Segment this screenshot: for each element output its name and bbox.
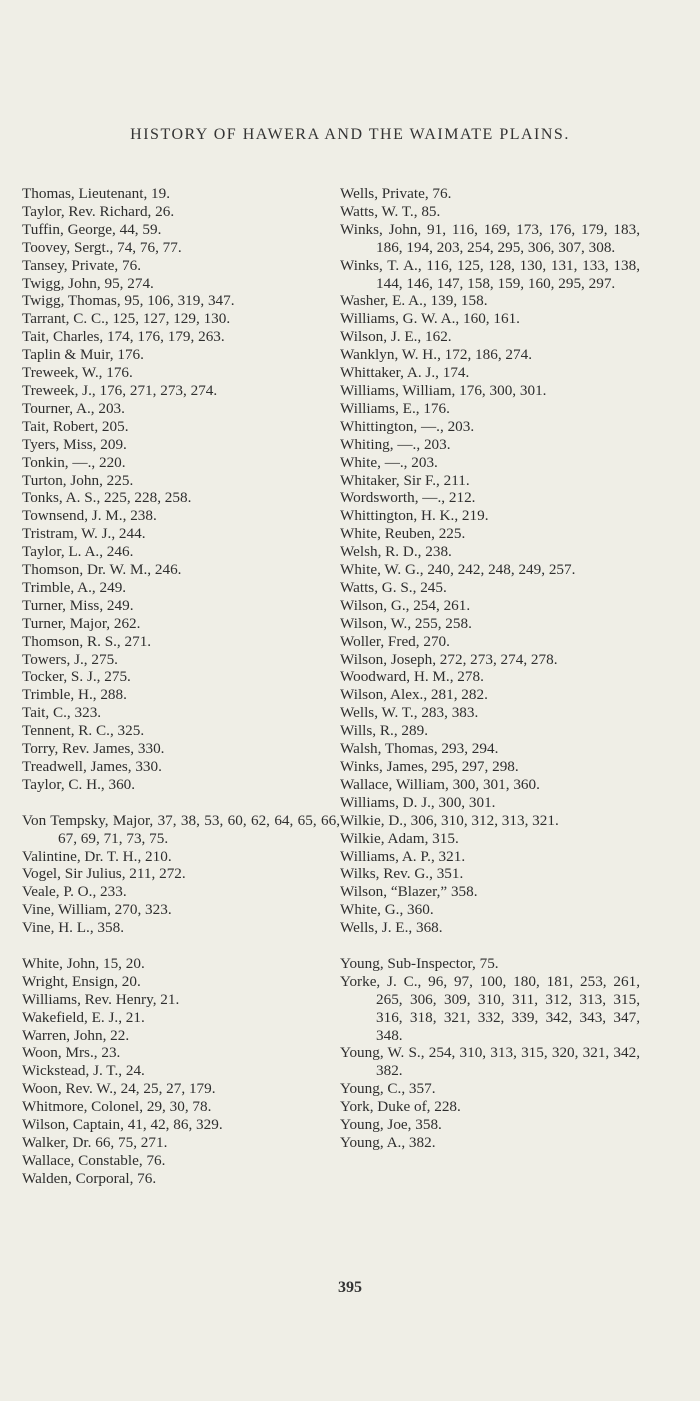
index-entry: Tait, C., 323. (22, 704, 102, 722)
index-entry: Yorke, J. C., 96, 97, 100, 180, 181, 253, 261, 265, 306, 309, 310, 311, 312, 313, 315, 316, 318, 321, 332, 339, 342, 343, 347, 348. (340, 972, 640, 1044)
index-entry: Whitmore, Colonel, 29, 30, 78. (22, 1098, 212, 1116)
index-entry: Wilks, Rev. G., 351. (340, 865, 464, 883)
index-entry: Trimble, H., 288. (22, 686, 127, 704)
index-entry: Torry, Rev. James, 330. (22, 740, 165, 758)
index-entry: Wickstead, J. T., 24. (22, 1062, 145, 1080)
index-entry: Woodward, H. M., 278. (340, 668, 484, 686)
index-entry: Walsh, Thomas, 293, 294. (340, 740, 499, 758)
index-entry: Warren, John, 22. (22, 1026, 130, 1044)
index-entry: Williams, D. J., 300, 301. (340, 793, 496, 811)
index-entry: Vine, H. L., 358. (22, 919, 125, 937)
index-entry: Young, Joe, 358. (340, 1116, 442, 1134)
index-entry: Wallace, Constable, 76. (22, 1151, 166, 1169)
index-entry: Tyers, Miss, 209. (22, 435, 127, 453)
index-letter-group (22, 185, 340, 794)
index-entry: Wilson, Captain, 41, 42, 86, 329. (22, 1116, 223, 1134)
index-entry: Townsend, J. M., 238. (22, 507, 157, 525)
index-entry: Tansey, Private, 76. (22, 256, 141, 274)
index-entry: Twigg, Thomas, 95, 106, 319, 347. (22, 292, 235, 310)
index-entry: Tocker, S. J., 275. (22, 668, 131, 686)
index-entry: Toovey, Sergt., 74, 76, 77. (22, 238, 182, 256)
index-entry: White, John, 15, 20. (22, 954, 145, 972)
page-number: 395 (338, 1279, 362, 1296)
index-entry: Twigg, John, 95, 274. (22, 274, 154, 292)
index-entry: Wells, Private, 76. (340, 185, 452, 202)
index-entry: Walden, Corporal, 76. (22, 1169, 157, 1187)
index-entry: Valintine, Dr. T. H., 210. (22, 847, 172, 865)
running-title: HISTORY OF HAWERA AND THE WAIMATE PLAINS. (130, 126, 570, 143)
index-entry: Walker, Dr. 66, 75, 271. (22, 1134, 168, 1151)
index-entry: Williams, Rev. Henry, 21. (22, 990, 180, 1008)
index-entry: Young, C., 357. (340, 1080, 436, 1098)
index-entry: Wilkie, Adam, 315. (340, 829, 459, 847)
index-entry: Thomas, Lieutenant, 19. (22, 185, 171, 202)
index-entry: Woon, Rev. W., 24, 25, 27, 179. (22, 1080, 216, 1098)
index-entry: Tonks, A. S., 225, 228, 258. (22, 489, 192, 507)
index-entry: Turner, Miss, 249. (22, 596, 134, 614)
index-entry: Treweek, W., 176. (22, 364, 133, 382)
index-letter-group (340, 185, 640, 937)
index-entry: Turner, Major, 262. (22, 614, 141, 632)
index-entry: Wilson, W., 255, 258. (340, 614, 472, 632)
index-entry: Whiting, —., 203. (340, 435, 451, 453)
index-entry: Wells, J. E., 368. (340, 919, 443, 937)
index-entry: Whittington, —., 203. (340, 417, 475, 435)
index-entry: Taplin & Muir, 176. (22, 346, 144, 364)
index-entry: Wilson, J. E., 162. (340, 328, 452, 346)
index-entry: Thomson, Dr. W. M., 246. (22, 561, 182, 579)
index-entry: Watts, W. T., 85. (340, 202, 441, 220)
index-entry: Tuffin, George, 44, 59. (22, 220, 162, 238)
index-letter-group (340, 955, 640, 1152)
index-entry: Watts, G. S., 245. (340, 578, 447, 596)
index-entry: Wallace, William, 300, 301, 360. (340, 775, 540, 793)
index-entry: Tait, Charles, 174, 176, 179, 263. (22, 328, 225, 346)
index-entry: Taylor, C. H., 360. (22, 775, 136, 793)
index-entry: Woller, Fred, 270. (340, 632, 450, 650)
index-entry: Taylor, Rev. Richard, 26. (22, 202, 175, 220)
index-column-left (22, 185, 340, 1206)
index-entry: Tourner, A., 203. (22, 399, 125, 417)
index-entry: White, Reuben, 225. (340, 525, 466, 543)
index-entry: Woon, Mrs., 23. (22, 1044, 121, 1062)
index-entry: Wilson, Alex., 281, 282. (340, 686, 488, 704)
index-entry: Towers, J., 275. (22, 650, 118, 668)
index-entry: Vogel, Sir Julius, 211, 272. (22, 865, 186, 883)
index-entry: Treadwell, James, 330. (22, 758, 162, 775)
index-entry: Treweek, J., 176, 271, 273, 274. (22, 381, 218, 399)
index-entry: Wilkie, D., 306, 310, 312, 313, 321. (340, 811, 559, 829)
index-letter-group (22, 812, 340, 937)
index-entry: Whitaker, Sir F., 211. (340, 471, 470, 489)
index-entry: Williams, A. P., 321. (340, 847, 466, 865)
index-entry: Taylor, L. A., 246. (22, 543, 134, 561)
index-entry: Young, W. S., 254, 310, 313, 315, 320, 321, 342, 382. (340, 1044, 640, 1080)
index-entry: Welsh, R. D., 238. (340, 543, 452, 561)
index-entry: Vine, William, 270, 323. (22, 901, 172, 919)
index-entry: Washer, E. A., 139, 158. (340, 292, 488, 310)
index-entry: Williams, G. W. A., 160, 161. (340, 310, 520, 328)
index-entry: Tennent, R. C., 325. (22, 722, 145, 740)
index-entry: Veale, P. O., 233. (22, 883, 127, 901)
index-entry: Winks, John, 91, 116, 169, 173, 176, 179, 183, 186, 194, 203, 254, 295, 306, 307, 308. (340, 220, 640, 256)
index-entry: Von Tempsky, Major, 37, 38, 53, 60, 62, 64, 65, 66, 67, 69, 71, 73, 75. (22, 811, 340, 847)
index-letter-group (22, 955, 340, 1188)
index-entry: Williams, William, 176, 300, 301. (340, 381, 547, 399)
index-entry: Winks, James, 295, 297, 298. (340, 758, 519, 775)
index-entry: White, G., 360. (340, 901, 434, 919)
index-entry: Wilson, Joseph, 272, 273, 274, 278. (340, 650, 558, 668)
index-entry: Tonkin, —., 220. (22, 453, 126, 471)
index-entry: York, Duke of, 228. (340, 1098, 461, 1116)
index-entry: Wordsworth, —., 212. (340, 489, 476, 507)
index-entry: Wright, Ensign, 20. (22, 972, 141, 990)
index-entry: White, W. G., 240, 242, 248, 249, 257. (340, 561, 576, 579)
index-entry: Wells, W. T., 283, 383. (340, 704, 479, 722)
index-entry: Whittington, H. K., 219. (340, 507, 489, 525)
index-entry: Tait, Robert, 205. (22, 417, 129, 435)
index-entry: White, —., 203. (340, 453, 438, 471)
index-entry: Whittaker, A. J., 174. (340, 364, 470, 382)
index-entry: Trimble, A., 249. (22, 578, 127, 596)
index-entry: Wilson, “Blazer,” 358. (340, 883, 478, 901)
index-entry: Young, Sub-Inspector, 75. (340, 954, 499, 972)
index-entry: Thomson, R. S., 271. (22, 632, 152, 650)
index-entry: Williams, E., 176. (340, 399, 450, 417)
index-entry: Tristram, W. J., 244. (22, 525, 146, 543)
index-entry: Wills, R., 289. (340, 722, 428, 740)
index-entry: Young, A., 382. (340, 1134, 436, 1152)
index-column-right (340, 185, 640, 1170)
index-entry: Wanklyn, W. H., 172, 186, 274. (340, 346, 532, 364)
index-entry: Wakefield, E. J., 21. (22, 1008, 145, 1026)
index-entry: Winks, T. A., 116, 125, 128, 130, 131, 133, 138, 144, 146, 147, 158, 159, 160, 295, 297. (340, 256, 640, 292)
index-entry: Wilson, G., 254, 261. (340, 596, 471, 614)
index-entry: Tarrant, C. C., 125, 127, 129, 130. (22, 310, 231, 328)
index-entry: Turton, John, 225. (22, 471, 134, 489)
